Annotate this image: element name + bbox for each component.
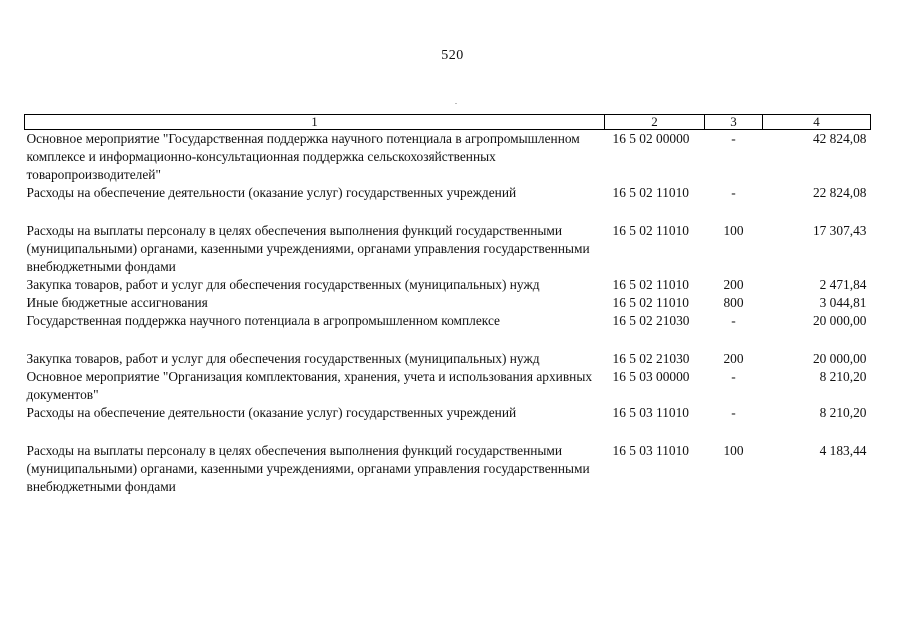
- scan-artifact: [455, 103, 457, 104]
- row-type: -: [731, 405, 736, 420]
- row-amount: 22 824,08: [812, 185, 867, 200]
- row-type: 100: [723, 223, 744, 238]
- row-amount: 42 824,08: [812, 131, 867, 146]
- row-code: 16 5 02 11010: [612, 185, 689, 200]
- row-code: 16 5 02 21030: [612, 313, 690, 328]
- header-col-2: 2: [605, 115, 705, 130]
- row-code: 16 5 02 11010: [612, 295, 689, 310]
- row-amount: 20 000,00: [812, 351, 867, 366]
- table-row: [25, 184, 871, 202]
- row-code: 16 5 03 11010: [612, 405, 689, 420]
- table-row: [25, 276, 871, 294]
- row-amount: 8 210,20: [819, 369, 867, 384]
- row-description: Основное мероприятие "Организация комплектования, хранения, учета и использования архивных документов": [26, 369, 593, 402]
- row-code: 16 5 02 11010: [612, 223, 689, 238]
- row-description: Иные бюджетные ассигнования: [26, 295, 208, 310]
- table-row: [25, 368, 871, 404]
- row-amount: 20 000,00: [812, 313, 867, 328]
- table-row: [25, 404, 871, 422]
- row-description: Расходы на обеспечение деятельности (оказание услуг) государственных учреждений: [26, 405, 517, 420]
- row-description: Расходы на обеспечение деятельности (оказание услуг) государственных учреждений: [26, 185, 517, 200]
- row-type: -: [731, 369, 736, 384]
- row-description: Государственная поддержка научного потенциала в агропромышленном комплексе: [26, 313, 501, 328]
- row-description: Закупка товаров, работ и услуг для обеспечения государственных (муниципальных) нужд: [26, 277, 540, 292]
- header-col-4: 4: [763, 115, 871, 130]
- row-code: 16 5 02 21030: [612, 351, 690, 366]
- row-description: Расходы на выплаты персоналу в целях обеспечения выполнения функций государственными (муниципальными) органами, казенными учреждениями, органами управления государственными внебюджетными фондами: [26, 223, 590, 274]
- row-type: 200: [723, 351, 744, 366]
- row-spacer: [25, 422, 871, 442]
- row-type: -: [731, 131, 736, 146]
- row-amount: 4 183,44: [819, 443, 867, 458]
- row-description: Закупка товаров, работ и услуг для обеспечения государственных (муниципальных) нужд: [26, 351, 540, 366]
- table-header-row: [25, 115, 871, 130]
- row-type: 800: [723, 295, 744, 310]
- row-type: -: [731, 313, 736, 328]
- row-code: 16 5 02 11010: [612, 277, 689, 292]
- row-spacer: [25, 330, 871, 350]
- table-row: [25, 312, 871, 330]
- row-description: Расходы на выплаты персоналу в целях обеспечения выполнения функций государственными (муниципальными) органами, казенными учреждениями, органами управления государственными внебюджетными фондами: [26, 443, 590, 494]
- page-number: 520: [441, 48, 464, 63]
- table-row: [25, 294, 871, 312]
- table-row: [25, 130, 871, 185]
- row-spacer: [25, 202, 871, 222]
- row-type: -: [731, 185, 736, 200]
- table-row: [25, 442, 871, 496]
- table-row: [25, 222, 871, 276]
- budget-table: [24, 114, 871, 496]
- row-code: 16 5 03 11010: [612, 443, 689, 458]
- row-type: 100: [723, 443, 744, 458]
- row-amount: 3 044,81: [819, 295, 867, 310]
- row-amount: 8 210,20: [819, 405, 867, 420]
- row-amount: 17 307,43: [812, 223, 867, 238]
- row-description: Основное мероприятие "Государственная поддержка научного потенциала в агропромышленном комплексе и информационно-консультационная поддержка сельскохозяйственных товаропроизводителей": [26, 131, 580, 182]
- table-row: [25, 350, 871, 368]
- row-type: 200: [723, 277, 744, 292]
- row-code: 16 5 03 00000: [612, 369, 690, 384]
- row-code: 16 5 02 00000: [612, 131, 690, 146]
- header-col-3: 3: [705, 115, 763, 130]
- header-col-1: 1: [25, 115, 605, 130]
- row-amount: 2 471,84: [819, 277, 867, 292]
